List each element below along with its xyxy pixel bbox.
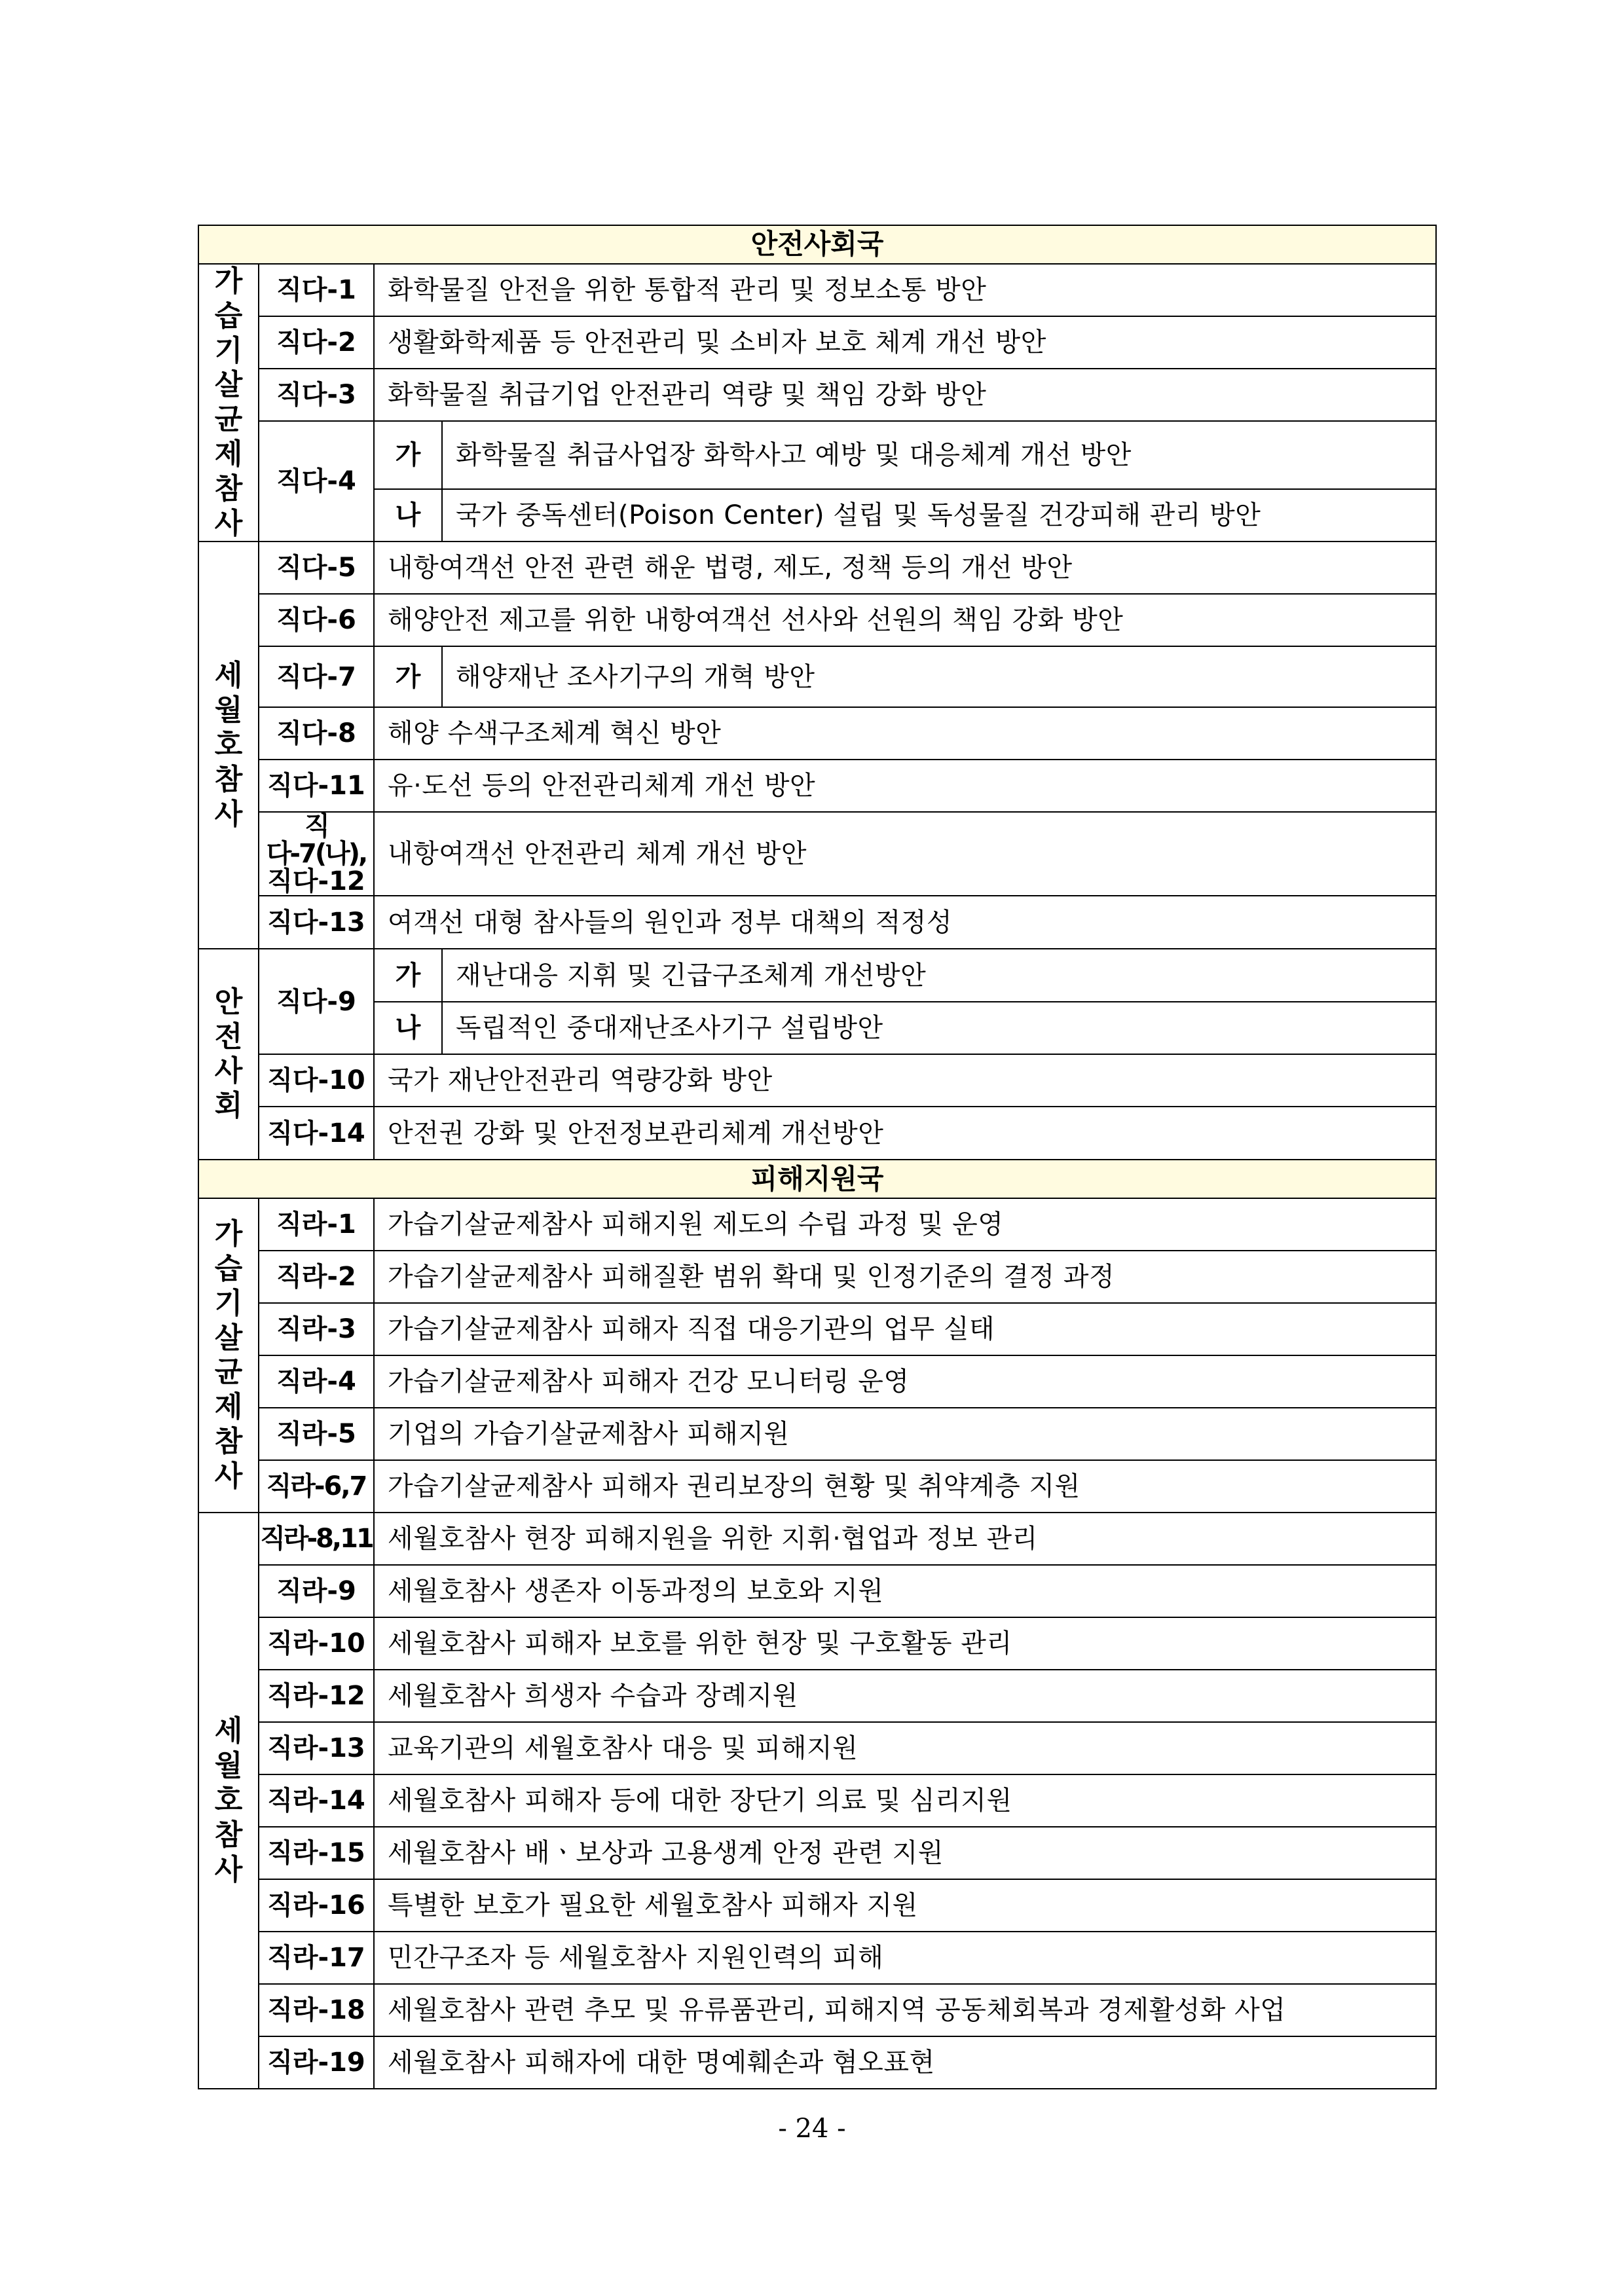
task-code: 직라-17 <box>259 1932 374 1984</box>
task-description: 가습기살균제참사 피해자 건강 모니터링 운영 <box>374 1355 1436 1408</box>
task-code: 직다-2 <box>259 316 374 369</box>
task-code: 직다-8 <box>259 707 374 760</box>
task-description: 세월호참사 희생자 수습과 장례지원 <box>374 1670 1436 1722</box>
task-code: 직라-15 <box>259 1827 374 1879</box>
group-label-humidifier: 가습기살균제참사 <box>198 264 259 542</box>
task-code: 직라-16 <box>259 1879 374 1932</box>
task-description: 독립적인 중대재난조사기구 설립방안 <box>442 1002 1436 1054</box>
group-label-sewol-support: 세월호참사 <box>198 1513 259 2089</box>
task-description: 가습기살균제참사 피해자 직접 대응기관의 업무 실태 <box>374 1303 1436 1355</box>
task-description: 국가 재난안전관리 역량강화 방안 <box>374 1054 1436 1107</box>
sub-item-marker: 나 <box>374 489 442 542</box>
task-description: 가습기살균제참사 피해질환 범위 확대 및 인정기준의 결정 과정 <box>374 1251 1436 1303</box>
task-description: 화학물질 취급사업장 화학사고 예방 및 대응체계 개선 방안 <box>442 421 1436 489</box>
task-code: 직라-4 <box>259 1355 374 1408</box>
task-description: 해양재난 조사기구의 개혁 방안 <box>442 646 1436 707</box>
task-code: 직라-6,7 <box>259 1460 374 1513</box>
task-code: 직라-1 <box>259 1198 374 1251</box>
task-description: 내항여객선 안전 관련 해운 법령, 제도, 정책 등의 개선 방안 <box>374 542 1436 594</box>
group-label-safe-society: 안전사회 <box>198 949 259 1160</box>
task-code: 직다-5 <box>259 542 374 594</box>
task-code: 직라-14 <box>259 1774 374 1827</box>
task-code: 직라-18 <box>259 1984 374 2036</box>
task-description: 세월호참사 피해자 등에 대한 장단기 의료 및 심리지원 <box>374 1774 1436 1827</box>
task-code: 직다-4 <box>259 421 374 542</box>
task-description: 세월호참사 현장 피해지원을 위한 지휘·협업과 정보 관리 <box>374 1513 1436 1565</box>
sub-item-marker: 가 <box>374 646 442 707</box>
task-description: 교육기관의 세월호참사 대응 및 피해지원 <box>374 1722 1436 1774</box>
task-description: 세월호참사 배ㆍ보상과 고용생계 안정 관련 지원 <box>374 1827 1436 1879</box>
task-description: 해양안전 제고를 위한 내항여객선 선사와 선원의 책임 강화 방안 <box>374 594 1436 646</box>
section-header-safety-society: 안전사회국 <box>198 225 1436 264</box>
task-code: 직다-10 <box>259 1054 374 1107</box>
task-description: 기업의 가습기살균제참사 피해지원 <box>374 1408 1436 1460</box>
task-code: 직다-1 <box>259 264 374 316</box>
task-description: 가습기살균제참사 피해자 권리보장의 현황 및 취약계층 지원 <box>374 1460 1436 1513</box>
page-number: - 24 - <box>778 2114 846 2144</box>
task-code-combined <box>259 812 374 896</box>
task-description: 내항여객선 안전관리 체계 개선 방안 <box>374 812 1436 896</box>
task-description: 안전권 강화 및 안전정보관리체계 개선방안 <box>374 1107 1436 1160</box>
task-code: 직라-9 <box>259 1565 374 1617</box>
sub-item-marker: 나 <box>374 1002 442 1054</box>
task-code: 직다-6 <box>259 594 374 646</box>
task-description: 화학물질 취급기업 안전관리 역량 및 책임 강화 방안 <box>374 369 1436 421</box>
group-label-humidifier-support: 가습기살균제참사 <box>198 1198 259 1513</box>
task-code: 직라-3 <box>259 1303 374 1355</box>
task-code: 직라-2 <box>259 1251 374 1303</box>
task-code: 직라-12 <box>259 1670 374 1722</box>
task-description: 세월호참사 피해자에 대한 명예훼손과 혐오표현 <box>374 2036 1436 2089</box>
task-description: 세월호참사 피해자 보호를 위한 현장 및 구호활동 관리 <box>374 1617 1436 1670</box>
task-code-line: 직다-12 <box>267 866 365 897</box>
task-description: 재난대응 지휘 및 긴급구조체계 개선방안 <box>442 949 1436 1002</box>
task-code: 직다-3 <box>259 369 374 421</box>
group-label-sewol: 세월호참사 <box>198 542 259 949</box>
task-code: 직라-10 <box>259 1617 374 1670</box>
task-description: 특별한 보호가 필요한 세월호참사 피해자 지원 <box>374 1879 1436 1932</box>
task-code: 직라-19 <box>259 2036 374 2089</box>
task-description: 세월호참사 생존자 이동과정의 보호와 지원 <box>374 1565 1436 1617</box>
section-header-victim-support: 피해지원국 <box>198 1160 1436 1198</box>
task-description: 세월호참사 관련 추모 및 유류품관리, 피해지역 공동체회복과 경제활성화 사업 <box>374 1984 1436 2036</box>
task-description: 유·도선 등의 안전관리체계 개선 방안 <box>374 760 1436 812</box>
task-code-line: 직다-7(나), <box>266 811 367 870</box>
sub-item-marker: 가 <box>374 421 442 489</box>
task-code: 직다-14 <box>259 1107 374 1160</box>
task-code: 직라-5 <box>259 1408 374 1460</box>
task-description: 생활화학제품 등 안전관리 및 소비자 보호 체계 개선 방안 <box>374 316 1436 369</box>
task-code: 직라-13 <box>259 1722 374 1774</box>
task-description: 가습기살균제참사 피해지원 제도의 수립 과정 및 운영 <box>374 1198 1436 1251</box>
task-description: 해양 수색구조체계 혁신 방안 <box>374 707 1436 760</box>
investigation-task-table <box>198 225 1437 2089</box>
task-code: 직다-9 <box>259 949 374 1054</box>
sub-item-marker: 가 <box>374 949 442 1002</box>
task-description: 민간구조자 등 세월호참사 지원인력의 피해 <box>374 1932 1436 1984</box>
task-code: 직라-8,11 <box>259 1513 374 1565</box>
task-code: 직다-13 <box>259 896 374 949</box>
task-code: 직다-11 <box>259 760 374 812</box>
task-description: 화학물질 안전을 위한 통합적 관리 및 정보소통 방안 <box>374 264 1436 316</box>
task-description: 여객선 대형 참사들의 원인과 정부 대책의 적정성 <box>374 896 1436 949</box>
task-description: 국가 중독센터(Poison Center) 설립 및 독성물질 건강피해 관리 방안 <box>442 489 1436 542</box>
task-code: 직다-7 <box>259 646 374 707</box>
